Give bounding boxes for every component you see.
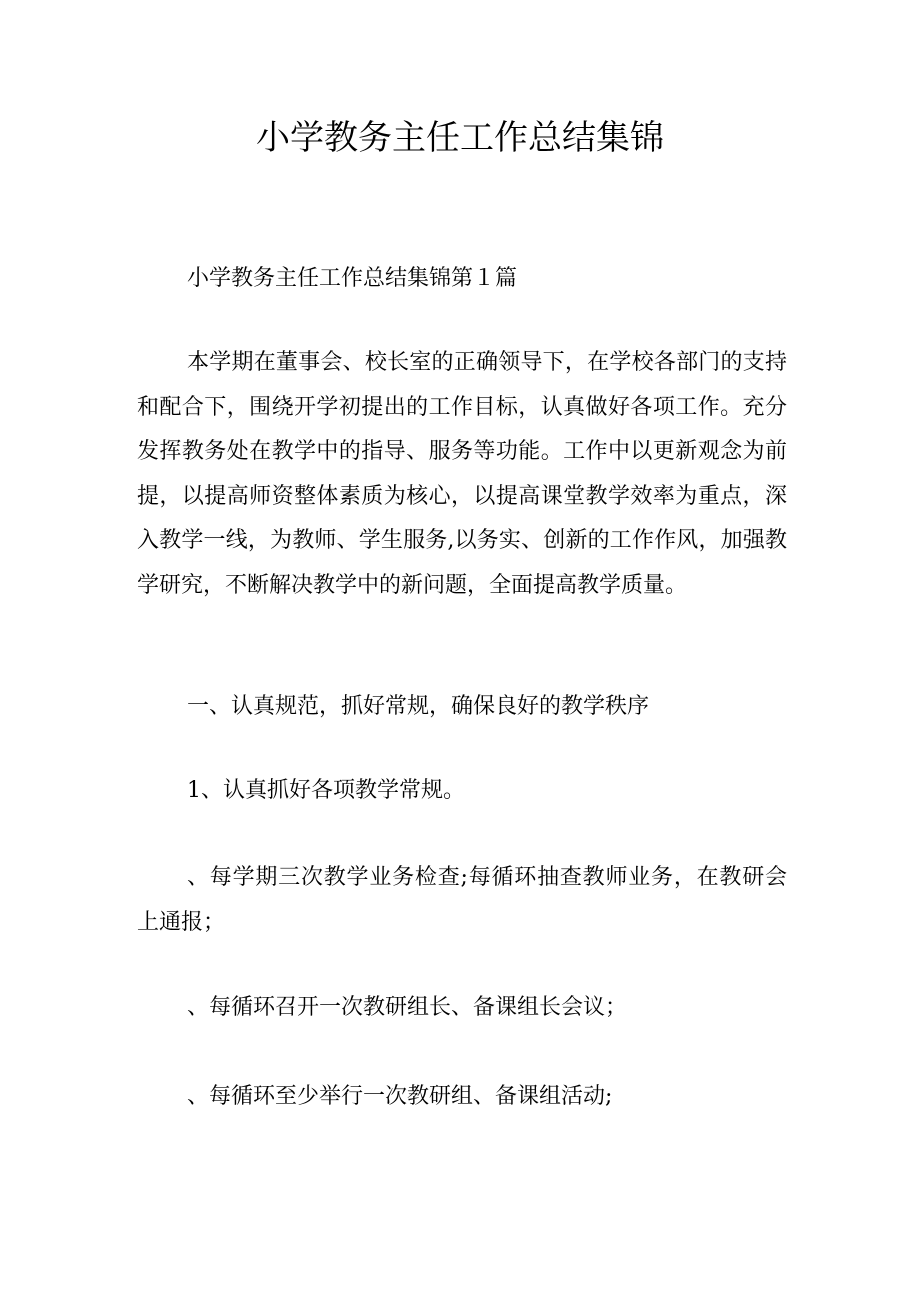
item-heading: 1、认真抓好各项教学常规。 [187,778,465,803]
document-title: 小学教务主任工作总结集锦 [256,118,664,158]
section-heading: 一、认真规范，抓好常规，确保良好的教学秩序 [187,694,650,719]
intro-paragraph: 本学期在董事会、校长室的正确领导下，在学校各部门的支持和配合下，围绕开学初提出的工作目标，认真做好各项工作。充分发挥教务处在教学中的指导、服务等功能。工作中以更新观念为前提，以提高师资整体素质为核心，以提高课堂教学效率为重点，深入教学一线，为教师、学生服务,以务实、创新的工作作风，加强教学研究，不断解决教学中的新问题，全面提高教学质量。 [137,350,787,598]
list-item: 、每学期三次教学业务检查;每循环抽查教师业务，在教研会上通报； [137,865,787,935]
document-subtitle: 小学教务主任工作总结集锦第１篇 [187,266,518,291]
list-item: 、每循环召开一次教研组长、备课组长会议； [187,995,628,1020]
list-item: 、每循环至少举行一次教研组、备课组活动; [187,1084,613,1109]
